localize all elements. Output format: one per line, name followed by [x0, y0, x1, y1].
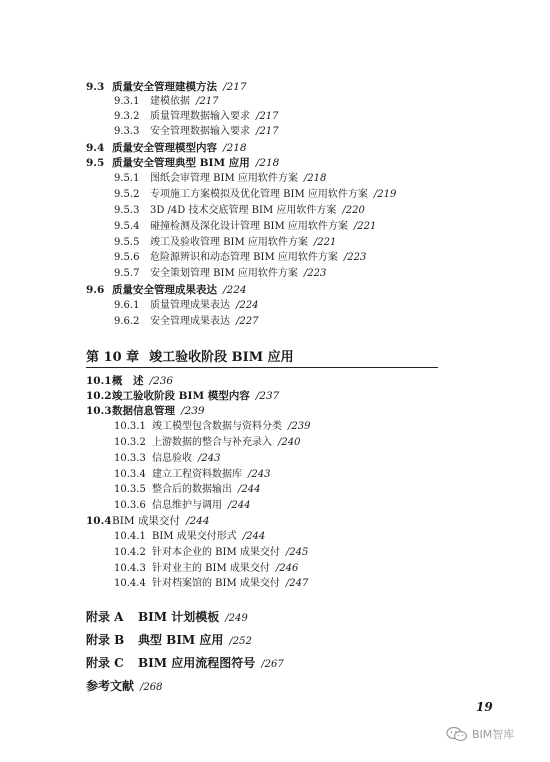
toc-entry-9-6-1	[114, 299, 258, 313]
chapter-divider	[86, 367, 438, 368]
page-ref: /247	[285, 578, 309, 589]
section-title: 竣工验收阶段 BIM 模型内容	[112, 390, 250, 402]
section-number: 10.4.1	[114, 531, 146, 542]
section-number: 9.4	[86, 142, 105, 154]
toc-entry-9-5-5	[114, 236, 336, 250]
section-number: 9.5.6	[114, 252, 140, 263]
section-title: 质量安全管理模型内容	[112, 142, 217, 154]
page-ref: /224	[223, 284, 247, 296]
section-number: 9.3.3	[114, 126, 140, 137]
section-number: 10.3.3	[114, 453, 146, 464]
page-ref: /219	[373, 189, 397, 200]
section-number: 10.3.1	[114, 421, 146, 432]
toc-entry-10-4-3	[114, 562, 298, 576]
chapter-heading	[86, 346, 294, 365]
page-ref: /218	[223, 142, 247, 154]
toc-entry-9-5-6	[114, 251, 366, 265]
section-number: 9.3.2	[114, 111, 140, 122]
section-title: 建模依据	[150, 96, 190, 107]
section-title: BIM 成果交付	[112, 515, 180, 527]
references-entry	[86, 677, 162, 694]
toc-entry-10-3-1	[114, 420, 310, 434]
section-number: 9.5	[86, 157, 105, 169]
page-ref: /223	[303, 268, 327, 279]
appendix-a-entry	[86, 608, 248, 625]
section-number: 10.4.4	[114, 578, 146, 589]
section-title: 针对业主的 BIM 成果交付	[152, 563, 270, 574]
section-title: 质量管理数据输入要求	[150, 111, 250, 122]
section-number: 10.4	[86, 515, 112, 527]
section-title: 安全管理数据输入要求	[150, 126, 250, 137]
toc-entry-9-5-7	[114, 267, 326, 281]
section-number: 9.5.2	[114, 189, 140, 200]
page-ref: /244	[242, 531, 266, 542]
section-title: 竣工模型包含数据与资料分类	[152, 421, 282, 432]
page-ref: /240	[278, 437, 301, 448]
page-ref: /227	[236, 316, 259, 327]
toc-entry-10-4-4	[114, 577, 308, 591]
section-number: 9.6.2	[114, 316, 140, 327]
page-ref: /217	[223, 81, 247, 93]
section-number: 9.5.5	[114, 237, 140, 248]
appendix-title: BIM 计划模板	[138, 610, 220, 624]
toc-entry-10-2	[86, 389, 279, 403]
toc-entry-10-4-1	[114, 530, 265, 544]
section-title: 信息验收	[152, 453, 192, 464]
toc-entry-10-3-2	[114, 436, 300, 450]
page-ref: /217	[256, 126, 279, 137]
toc-entry-10-1	[86, 374, 173, 388]
section-title: 危险源辨识和动态管理 BIM 应用软件方案	[150, 252, 338, 263]
section-title: 碰撞检测及深化设计管理 BIM 应用软件方案	[150, 221, 348, 232]
section-number: 10.1	[86, 375, 112, 387]
toc-entry-9-5-3	[114, 204, 365, 218]
section-title: 整合后的数据输出	[152, 484, 232, 495]
section-number: 9.3.1	[114, 96, 140, 107]
section-title: 专项施工方案模拟及优化管理 BIM 应用软件方案	[150, 189, 368, 200]
section-title: 3D /4D 技术交底管理 BIM 应用软件方案	[150, 205, 337, 216]
page-ref: /246	[275, 563, 299, 574]
section-title: 概 述	[112, 375, 144, 387]
toc-entry-9-5-4	[114, 220, 376, 234]
page-ref: /236	[149, 375, 174, 387]
page-ref: /249	[225, 613, 248, 624]
page-ref: /223	[343, 252, 367, 263]
toc-entry-10-3-6	[114, 499, 250, 513]
page-ref: /218	[255, 157, 280, 169]
toc-entry-9-5	[86, 156, 279, 170]
page-ref: /218	[303, 173, 327, 184]
section-number: 9.5.7	[114, 268, 140, 279]
section-title: BIM 成果交付形式	[152, 531, 237, 542]
toc-entry-9-3-2	[114, 110, 278, 124]
section-number: 9.5.3	[114, 205, 140, 216]
toc-entry-10-3-4	[114, 468, 270, 482]
page-ref: /243	[198, 453, 221, 464]
page-number: 19	[476, 700, 493, 714]
page-ref: /239	[181, 405, 205, 417]
appendix-title: 典型 BIM 应用	[138, 633, 224, 647]
page-ref: /243	[248, 469, 271, 480]
section-title: 数据信息管理	[112, 405, 175, 417]
section-title: 上游数据的整合与补充录入	[152, 437, 272, 448]
toc-entry-9-3-1	[114, 95, 218, 109]
section-number: 10.4.3	[114, 563, 146, 574]
toc-entry-9-3-3	[114, 125, 278, 139]
section-number: 10.3.5	[114, 484, 146, 495]
watermark-text: BIM智库	[472, 728, 515, 741]
page-ref: /217	[196, 96, 219, 107]
toc-entry-9-5-1	[114, 172, 326, 186]
section-title: 针对本企业的 BIM 成果交付	[152, 547, 280, 558]
appendix-label: 附录 A	[86, 610, 124, 624]
section-title: 图纸会审管理 BIM 应用软件方案	[150, 173, 298, 184]
chapter-title: 竣工验收阶段 BIM 应用	[149, 350, 294, 365]
toc-entry-10-4-2	[114, 546, 308, 560]
appendix-c-entry	[86, 654, 284, 671]
appendix-b-entry	[86, 631, 252, 648]
section-number: 9.5.1	[114, 173, 140, 184]
page-ref: /244	[185, 515, 210, 527]
section-number: 10.2	[86, 390, 112, 402]
section-number: 10.4.2	[114, 547, 146, 558]
toc-entry-10-3-5	[114, 483, 260, 497]
page-ref: /221	[353, 221, 377, 232]
page-ref: /267	[261, 659, 284, 670]
section-number: 10.3	[86, 405, 112, 417]
section-number: 9.5.4	[114, 221, 140, 232]
toc-entry-9-4	[86, 141, 247, 155]
section-title: 安全管理成果表达	[150, 316, 230, 327]
page-ref: /221	[313, 237, 337, 248]
page-ref: /268	[140, 682, 163, 693]
section-title: 质量安全管理建模方法	[112, 81, 217, 93]
toc-entry-10-3-3	[114, 452, 220, 466]
toc-entry-10-4	[86, 514, 210, 528]
appendix-label: 附录 C	[86, 656, 124, 670]
section-title: 针对档案馆的 BIM 成果交付	[152, 578, 280, 589]
page-ref: /244	[238, 484, 261, 495]
toc-entry-9-6-2	[114, 315, 258, 329]
page-ref: /220	[342, 205, 365, 216]
page-ref: /252	[229, 636, 252, 647]
section-title: 建立工程资料数据库	[152, 469, 242, 480]
appendix-label: 附录 B	[86, 633, 125, 647]
section-title: 质量管理成果表达	[150, 300, 230, 311]
page-ref: /237	[255, 390, 280, 402]
section-title: 竣工及验收管理 BIM 应用软件方案	[150, 237, 308, 248]
section-number: 10.3.2	[114, 437, 146, 448]
section-number: 10.3.4	[114, 469, 146, 480]
references-title: 参考文献	[86, 679, 135, 693]
section-title: 信息维护与调用	[152, 500, 222, 511]
page-ref: /245	[285, 547, 309, 558]
wechat-icon	[446, 726, 468, 742]
section-title: 质量安全管理成果表达	[112, 284, 217, 296]
section-number: 10.3.6	[114, 500, 146, 511]
watermark	[446, 726, 514, 742]
page-ref: /217	[256, 111, 279, 122]
section-number: 9.3	[86, 81, 105, 93]
toc-entry-10-3	[86, 404, 205, 418]
page-ref: /239	[288, 421, 311, 432]
toc-entry-9-3	[86, 80, 247, 94]
toc-entry-9-6	[86, 283, 247, 297]
chapter-label: 第 10 章	[86, 350, 140, 365]
section-number: 9.6	[86, 284, 105, 296]
page-ref: /224	[236, 300, 259, 311]
section-number: 9.6.1	[114, 300, 140, 311]
page-ref: /244	[228, 500, 251, 511]
section-title: 安全策划管理 BIM 应用软件方案	[150, 268, 298, 279]
toc-entry-9-5-2	[114, 188, 396, 202]
section-title: 质量安全管理典型 BIM 应用	[112, 157, 250, 169]
appendix-title: BIM 应用流程图符号	[138, 656, 256, 670]
